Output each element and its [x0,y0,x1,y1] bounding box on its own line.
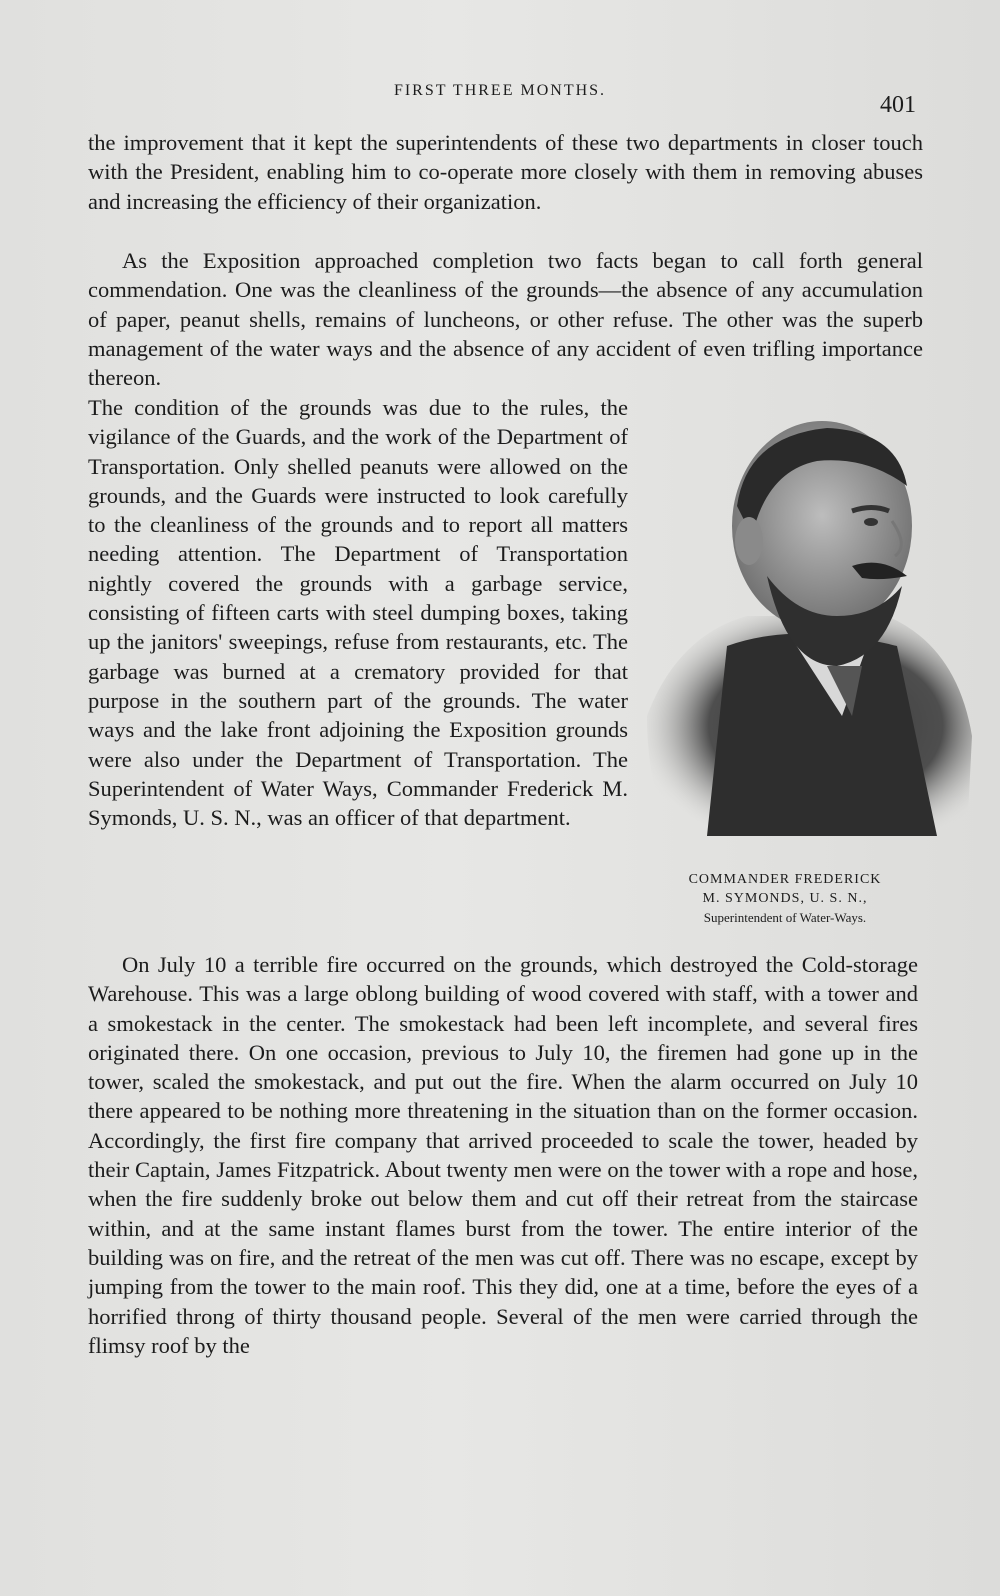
running-head: FIRST THREE MONTHS. [393,82,607,99]
paragraph-exposition-continued: The condition of the grounds was due to the rules, the vigilance of the Guards, and the work of the Department of Transportation. Only shelled peanuts were allowed on the grounds, and the Guards were instructed to look carefully to the cleanliness of the grounds and to report all matters needing attention. The Department of Transportation nightly covered the grounds with a garbage service, consisting of fifteen carts with steel dumping boxes, taking up the janitors' sweepings, refuse from restaurants, etc. The garbage was burned at a crematory provided for that purpose in the southern part of the grounds. The water ways and the lake front adjoining the Exposition grounds were also under the Department of Transportation. The Superintendent of Water Ways, Commander Frederick M. Symonds, U. S. N., was an officer of that department. [88,395,628,831]
paragraph-continued: the improvement that it kept the superintendents of these two departments in closer touch with the President, enabling him to co-operate more closely with them in removing abuses and increasing the efficiency of their organization. [88,130,923,214]
caption-line-rank: M. SYMONDS, U. S. N., [702,891,868,906]
caption-line-title: Superintendent of Water-Ways. [703,910,867,925]
paragraph-fire: On July 10 a terrible fire occurred on the grounds, which destroyed the Cold-storage Warehouse. This was a large oblong building of wood covered with staff, with a tower and a smokestack in the center. The smokestack had been left incomplete, and several fires originated there. On one occasion, previous to July 10, the firemen had gone up in the tower, scaled the smokestack, and put out the fire. When the alarm occurred on July 10 there appeared to be nothing more threatening in the situation than on the former occasion. Accordingly, the first fire company that arrived proceeded to scale the tower, headed by their Captain, James Fitzpatrick. About twenty men were on the tower with a rope and hose, when the fire suddenly broke out below them and cut off their retreat from the staircase within, and at the same instant flames burst from the tower. The entire interior of the building was on fire, and the retreat of the men was cut off. There was no escape, except by jumping from the tower to the main roof. This they did, one at a time, before the eyes of a horrified throng of thirty thousand people. Several of the men were carried through the flimsy roof by the [88,952,918,1358]
page-number: 401 [880,92,916,118]
paragraph-exposition: As the Exposition approached completion two facts began to call forth general commendation. One was the cleanliness of the grounds—the absence of any accumulation of paper, peanut shells, remains of luncheons, or other refuse. The other was the superb management of the water ways and the absence of any accident of even trifling importance thereon. [88,248,923,391]
portrait-image [637,416,977,836]
portrait-caption [635,870,935,927]
caption-line-name: COMMANDER FREDERICK [688,872,882,887]
